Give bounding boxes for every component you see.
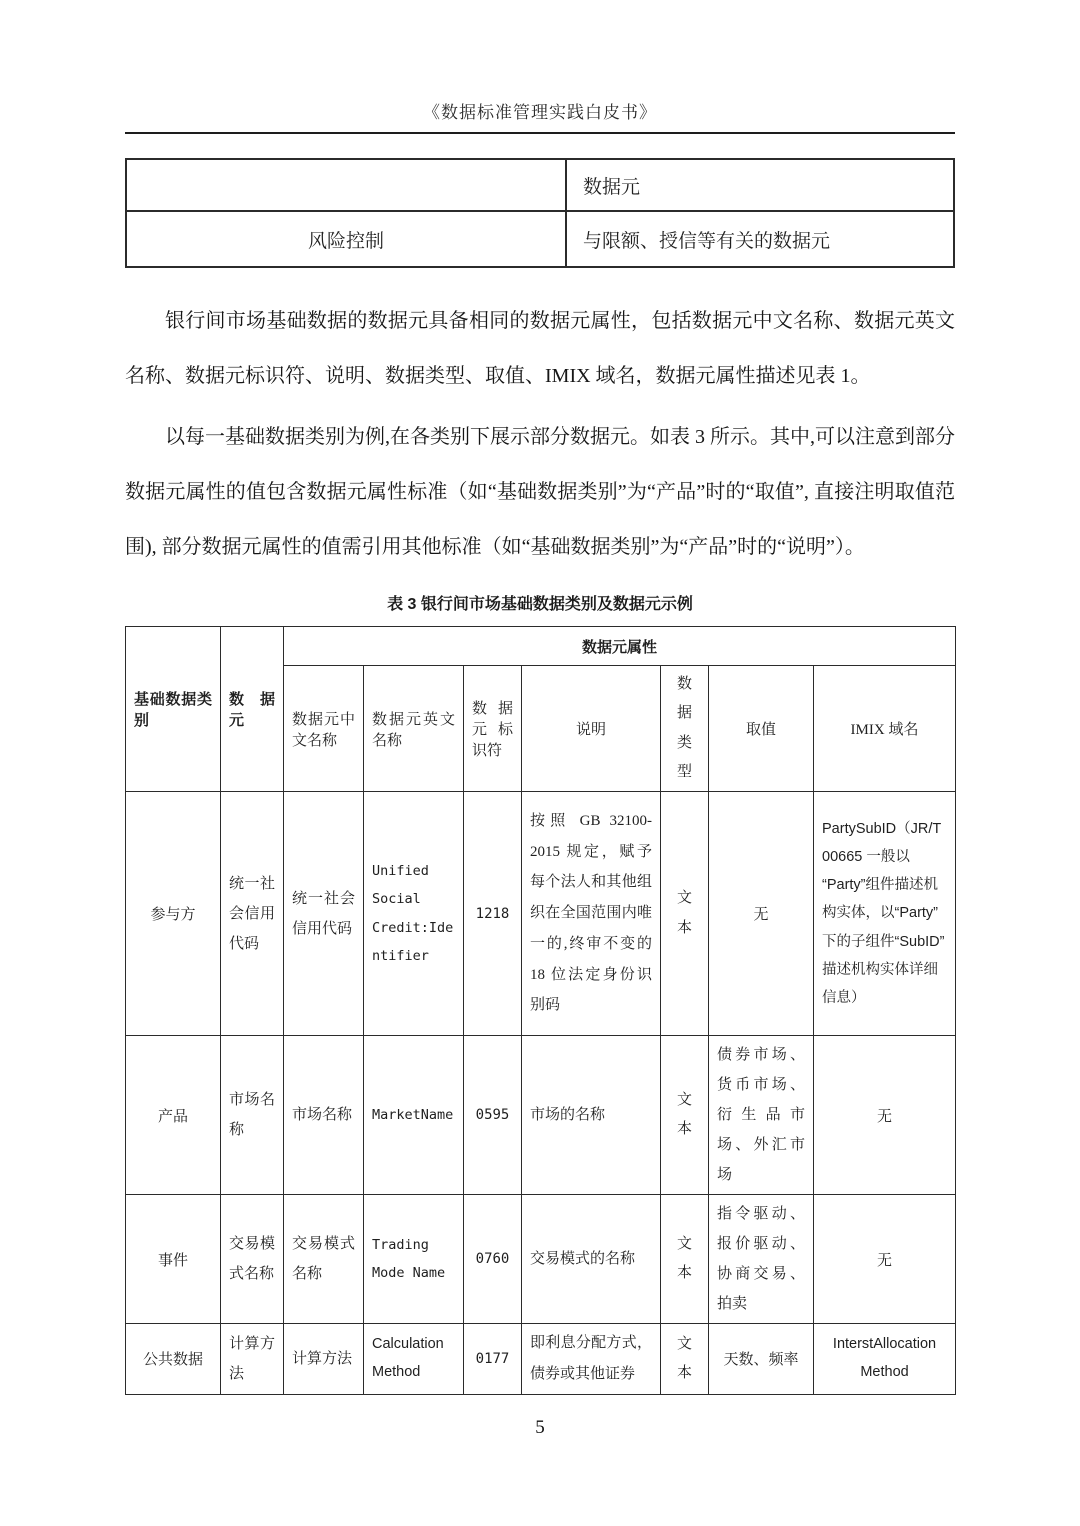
paragraph-examples: 以每一基础数据类别为例,在各类别下展示部分数据元。如表 3 所示。其中,可以注意到部分数据元属性的值包含数据元属性标准（如“基础数据类别”为“产品”时的“取值”, 直接注明取值范围), 部分数据元属性的值需引用其他标准（如“基础数据类别”为“产品”时的“说明”）。 [125, 426, 955, 558]
cell-en-name: Calculation Method [364, 1324, 464, 1395]
page-number: 5 [535, 1416, 545, 1438]
cell-element: 计算方法 [221, 1324, 284, 1395]
cell-element: 市场名称 [221, 1036, 284, 1195]
cell-element: 交易模式名称 [221, 1195, 284, 1324]
header-attr-group: 数据元属性 [284, 627, 956, 666]
cell-imix: 无 [814, 1036, 956, 1195]
cell-data-type: 文本 [661, 1324, 709, 1395]
dataelement-cell: 数据元 [566, 159, 954, 211]
cell-en-name: Unified Social Credit:Identifier [364, 792, 464, 1036]
category-cell-risk: 风险控制 [126, 211, 566, 267]
cell-identifier: 0760 [464, 1195, 522, 1324]
header-data-type: 数据类型 [661, 666, 709, 792]
table3-caption: 表 3 银行间市场基础数据类别及数据元示例 [387, 596, 693, 613]
cell-identifier: 1218 [464, 792, 522, 1036]
cell-value: 指令驱动、报价驱动、协商交易、拍卖 [709, 1195, 814, 1324]
cell-data-type: 文本 [661, 1036, 709, 1195]
table-row [126, 159, 954, 211]
table3-header-row-1 [126, 627, 956, 666]
header-description: 说明 [522, 666, 661, 792]
cell-identifier: 0177 [464, 1324, 522, 1395]
header-value: 取值 [709, 666, 814, 792]
cell-imix: InterstAllocation Method [814, 1324, 956, 1395]
cell-category: 公共数据 [126, 1324, 221, 1395]
header-basic-data-category: 基础数据类别 [126, 627, 221, 792]
cell-cn-name: 交易模式名称 [284, 1195, 364, 1324]
cell-description: 按照 GB 32100-2015 规定，赋予每个法人和其他组织在全国范围内唯一的,终审不变的 18 位法定身份识别码 [522, 792, 661, 1036]
header-data-element: 数 据 元 [221, 627, 284, 792]
cell-data-type: 文本 [661, 1195, 709, 1324]
table3-data-elements [125, 626, 956, 1395]
cell-imix: PartySubID（JR/T 00665 一般以“Party”组件描述机构实体，以“Party”下的子组件“SubID”描述机构实体详细信息） [814, 792, 956, 1036]
dataelement-cell-risk: 与限额、授信等有关的数据元 [566, 211, 954, 267]
cell-description: 交易模式的名称 [522, 1195, 661, 1324]
cell-identifier: 0595 [464, 1036, 522, 1195]
cell-value: 无 [709, 792, 814, 1036]
table-row [126, 211, 954, 267]
header-en-name: 数据元英文名称 [364, 666, 464, 792]
cell-data-type: 文本 [661, 792, 709, 1036]
table-row-product [126, 1036, 956, 1195]
document-header-title: 《数据标准管理实践白皮书》 [423, 103, 657, 122]
header-imix-domain: IMIX 域名 [814, 666, 956, 792]
cell-category: 事件 [126, 1195, 221, 1324]
header-identifier: 数据元标识符 [464, 666, 522, 792]
cell-imix: 无 [814, 1195, 956, 1324]
cell-cn-name: 计算方法 [284, 1324, 364, 1395]
cell-category: 产品 [126, 1036, 221, 1195]
table-row-event [126, 1195, 956, 1324]
table-row-participant [126, 792, 956, 1036]
category-continuation-table [125, 158, 955, 268]
header-cn-name: 数据元中文名称 [284, 666, 364, 792]
table-row-public-data [126, 1324, 956, 1395]
cell-description: 市场的名称 [522, 1036, 661, 1195]
cell-element: 统一社会信用代码 [221, 792, 284, 1036]
cell-value: 债券市场、货币市场、衍生品市场、外汇市场 [709, 1036, 814, 1195]
cell-cn-name: 市场名称 [284, 1036, 364, 1195]
header-divider [125, 132, 955, 134]
category-cell-empty [126, 159, 566, 211]
cell-en-name: Trading Mode Name [364, 1195, 464, 1324]
cell-en-name: MarketName [364, 1036, 464, 1195]
cell-description: 即利息分配方式，债券或其他证券 [522, 1324, 661, 1395]
paragraph-attributes: 银行间市场基础数据的数据元具备相同的数据元属性，包括数据元中文名称、数据元英文名称、数据元标识符、说明、数据类型、取值、IMIX 域名，数据元属性描述见表 1。 [125, 310, 955, 387]
cell-category: 参与方 [126, 792, 221, 1036]
cell-cn-name: 统一社会信用代码 [284, 792, 364, 1036]
cell-value: 天数、频率 [709, 1324, 814, 1395]
